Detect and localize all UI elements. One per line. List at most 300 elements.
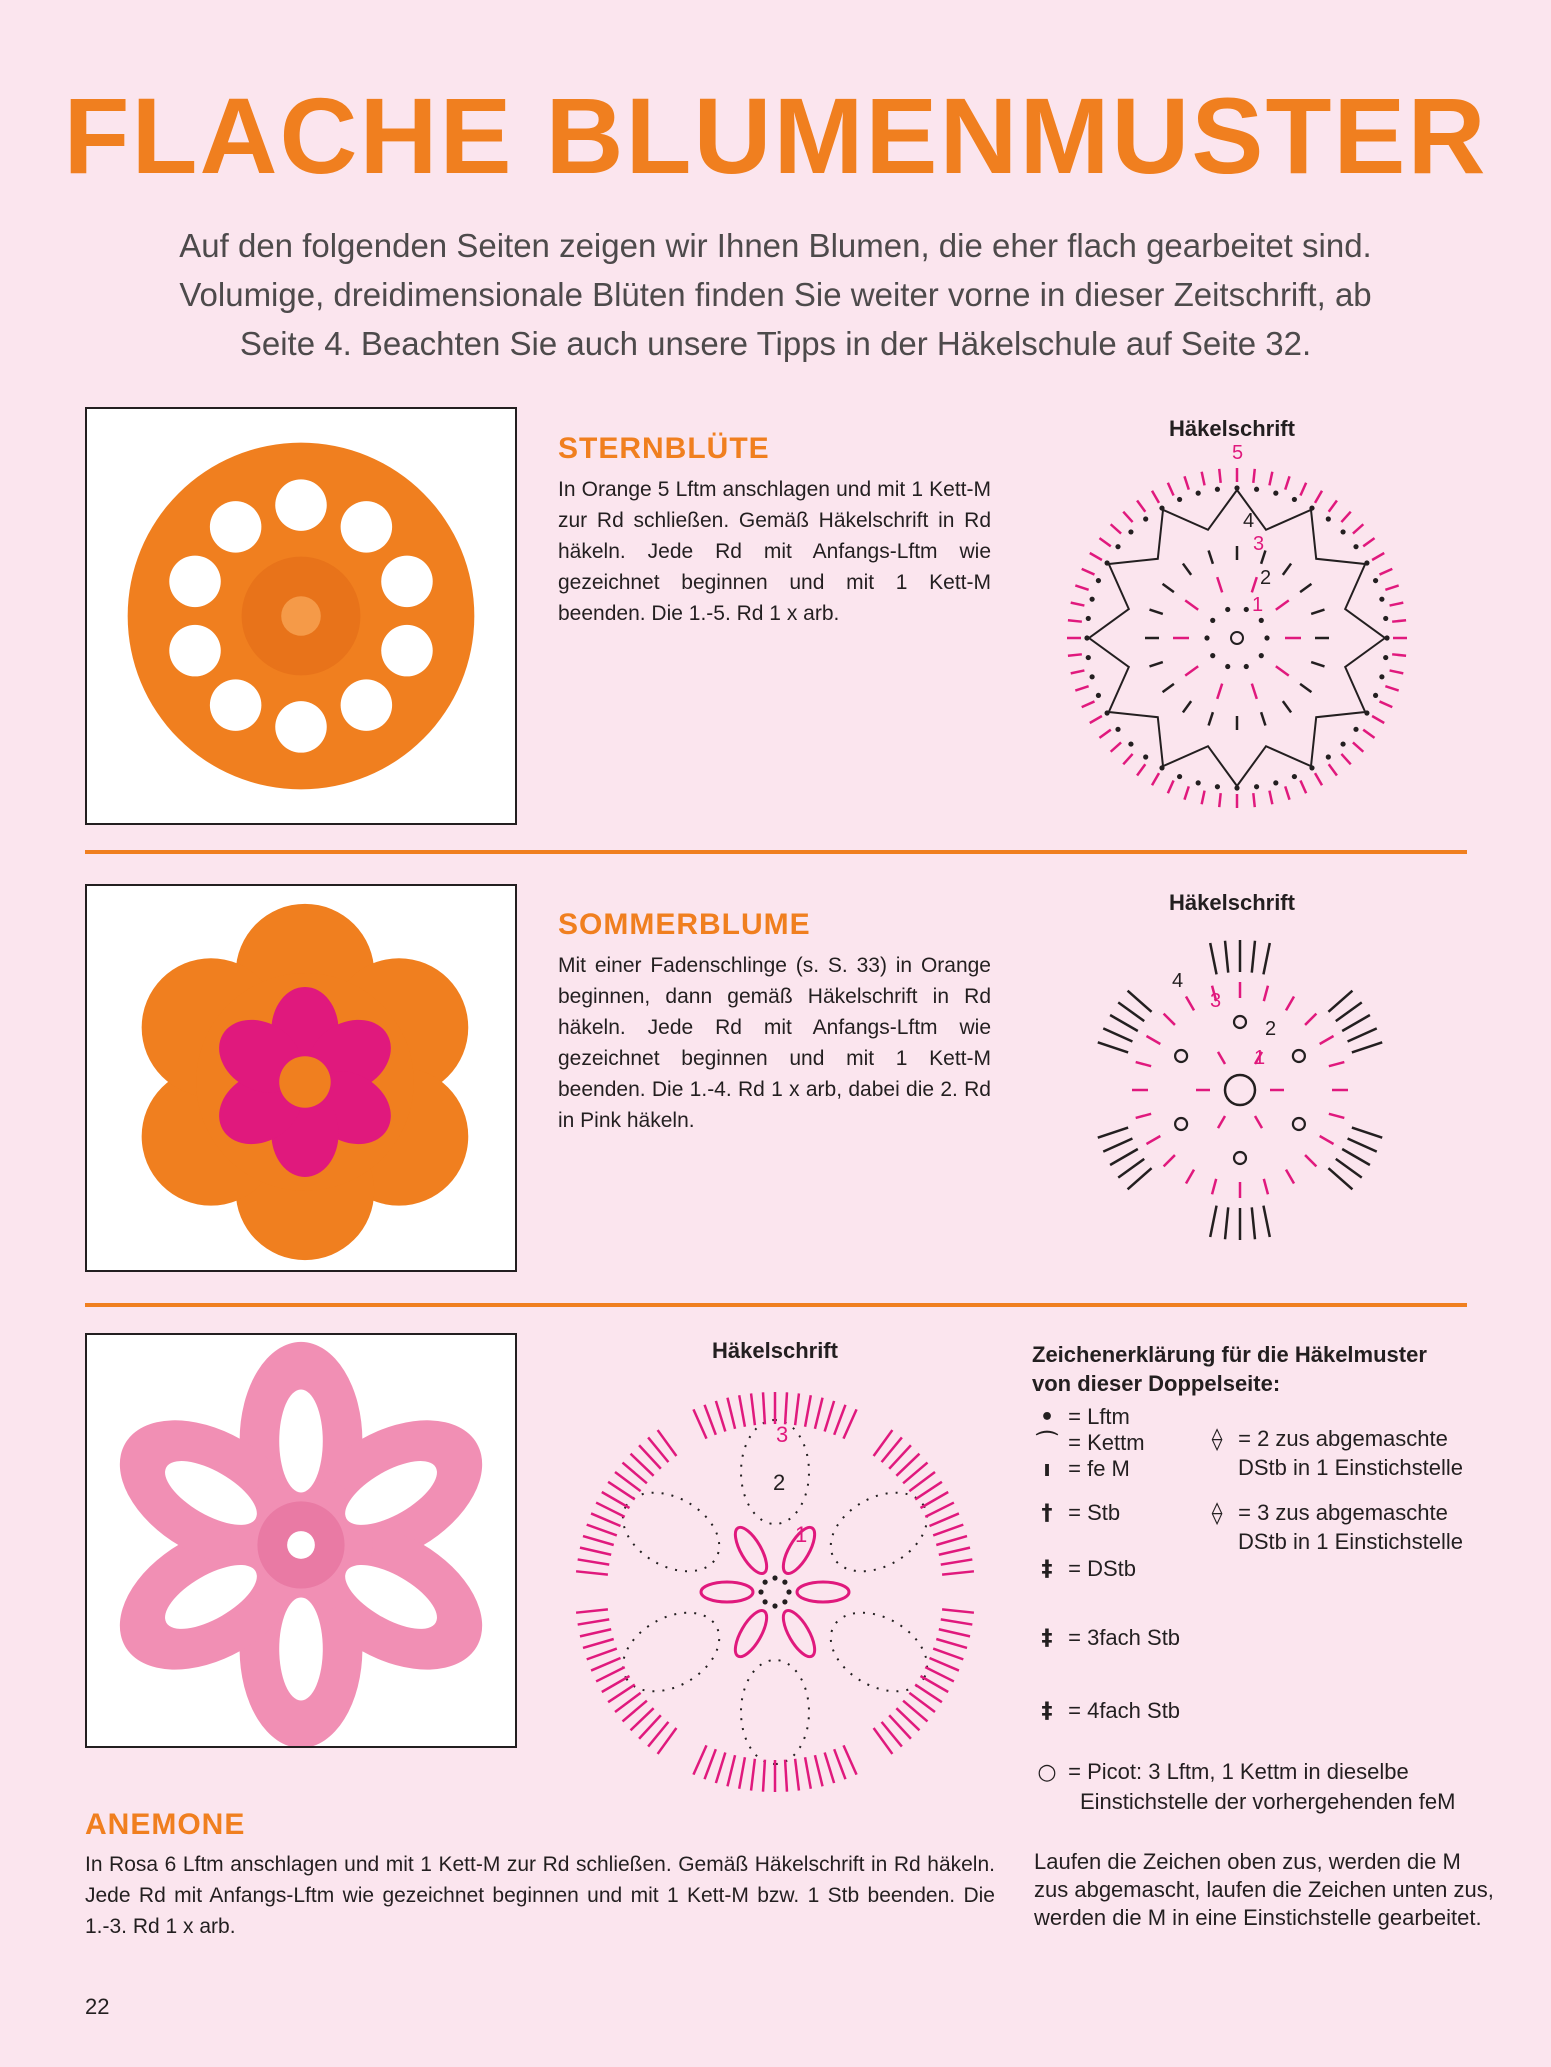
outer-fe-m-stitch [1219,469,1220,483]
outer-fe-m-stitch [1071,603,1085,606]
outer-chain-dot [1309,505,1314,510]
chain-dot [763,1599,768,1604]
fe-m-stitch [1329,1114,1344,1118]
stb-stitch [939,1548,970,1555]
sommerblume-photo [85,884,517,1272]
treble-crochet-icon: ‡ [1041,1557,1053,1582]
dstb-stitch [1103,1028,1132,1041]
outer-chain-dot [1143,754,1148,759]
dstb-stitch [1352,1128,1382,1138]
outer-chain-dot [1353,544,1358,549]
stb-stitch [1300,684,1311,692]
outer-fe-m-stitch [1253,469,1254,483]
outer-fe-m-stitch [1315,773,1322,785]
stb-stitch [727,1755,735,1786]
stb-stitch [933,1649,963,1660]
outer-fe-m-stitch [1341,512,1350,522]
stb-stitch [942,1571,974,1574]
outer-fe-m-stitch [1269,472,1272,486]
stb-stitch [834,1405,845,1435]
outer-fe-m-stitch [1390,603,1404,606]
outer-fe-m-stitch [1253,793,1254,807]
chain-dot [782,1580,787,1585]
dstb-stitch [1328,991,1352,1012]
cluster-stitch [729,1523,772,1578]
stb-stitch [936,1536,967,1545]
outer-chain-dot [1234,785,1239,790]
outer-fe-m-stitch [1137,764,1145,775]
fe-m-stitch [1329,1062,1344,1066]
legend-lftm: • = Lftm [1032,1404,1130,1431]
stb-stitch [576,1609,608,1612]
dstb-stitch [1098,1128,1128,1138]
outer-chain-dot [1104,560,1109,565]
stb-stitch [578,1619,610,1624]
legend-4fach-stb: ‡ = 4fach Stb [1032,1698,1180,1725]
cluster-stitch [729,1606,772,1661]
fe-m-stitch [1305,1155,1316,1166]
outer-chain-dot [1326,516,1331,521]
outer-chain-dot [1254,784,1259,789]
chain-dot [1210,653,1215,658]
outer-fe-m-stitch [1219,793,1220,807]
legend-kettm: ⌒ = Kettm [1032,1430,1145,1457]
stb-stitch [716,1401,725,1432]
outer-chain-dot [1383,655,1388,660]
legend-stb: † = Stb [1032,1500,1120,1527]
outer-fe-m-stitch [1363,538,1374,546]
single-crochet-icon: ı [1043,1457,1051,1482]
dstb-stitch [1210,943,1216,974]
stb-stitch [580,1548,611,1555]
dstb-stitch [1118,1159,1144,1178]
outer-chain-dot [1384,635,1389,640]
stb-stitch [763,1760,765,1792]
legend-note-3: werden die M in eine Einstichstelle gearbeitet. [1034,1905,1482,1930]
outer-fe-m-stitch [1075,686,1088,690]
outer-fe-m-stitch [1137,500,1145,511]
stb-stitch [587,1649,617,1660]
fe-m-stitch [1264,1179,1268,1194]
outer-chain-dot [1215,784,1220,789]
outer-chain-dot [1340,741,1345,746]
round-label-5: 5 [1232,442,1244,464]
dstb-stitch [1225,1207,1228,1239]
stb-stitch [596,1667,625,1681]
outer-fe-m-stitch [1269,791,1272,805]
chain-loop [609,1597,733,1708]
outer-fe-m-stitch [1123,512,1132,522]
fe-m-stitch [1286,996,1294,1010]
chain-dot [1225,607,1230,612]
stb-stitch [1283,564,1291,575]
dstb-stitch [1210,1206,1216,1237]
fe-m-stitch [1276,600,1289,609]
cluster-stitch [777,1606,820,1661]
picot-icon: ○ [1037,1760,1057,1785]
outer-chain-dot [1326,754,1331,759]
center-ring [1231,632,1243,644]
chain-dot [1244,664,1249,669]
outer-fe-m-stitch [1123,754,1132,764]
stb-stitch [941,1559,973,1564]
stb-stitch [580,1629,611,1636]
legend-cluster-3: ⟠ = 3 zus abgemaschte [1202,1500,1448,1527]
outer-fe-m-stitch [1111,742,1121,751]
outer-chain-dot [1143,516,1148,521]
page-title: FLACHE BLUMENMUSTER [63,75,1488,196]
fe-m-stitch [1276,666,1289,675]
outer-fe-m-stitch [1385,686,1398,690]
chain-dot [1244,607,1249,612]
outer-fe-m-stitch [1380,701,1393,707]
outer-chain-dot [1196,491,1201,496]
outer-fe-m-stitch [1300,483,1306,496]
round-label-2: 2 [1260,567,1272,589]
dstb-stitch [1110,1015,1138,1031]
fe-m-stitch [1136,1114,1151,1118]
outer-fe-m-stitch [1068,654,1082,655]
outer-chain-dot [1177,774,1182,779]
quadruple-treble-icon: ‡ [1041,1699,1053,1724]
chain-loop [817,1597,941,1708]
triple-treble-icon: ‡ [1041,1626,1053,1651]
outer-fe-m-stitch [1315,491,1322,503]
sternbluete-crochet-chart [1056,445,1418,827]
orange-star-flower-photo-icon [87,409,515,823]
legend-fem: ı = fe M [1032,1456,1130,1483]
outer-chain-dot [1196,780,1201,785]
stb-stitch [739,1757,745,1788]
stb-stitch [1150,610,1163,614]
outer-fe-m-stitch [1372,716,1384,723]
round-label-1: 1 [795,1522,808,1547]
outer-fe-m-stitch [1329,500,1337,511]
anemone-chart-title: Häkelschrift [712,1338,838,1363]
chain-dot [782,1599,787,1604]
picot [1293,1050,1305,1062]
stb-stitch [705,1405,716,1435]
stb-stitch [815,1755,823,1786]
legend-dstb: ‡ = DStb [1032,1556,1136,1583]
chain-loop [817,1477,941,1588]
outer-fe-m-stitch [1353,742,1363,751]
dstb-stitch [1352,1042,1382,1052]
stb-stitch [785,1392,787,1424]
dstb-stitch [1110,1149,1138,1165]
picot [1293,1118,1305,1130]
stb-stitch [815,1398,823,1429]
outer-fe-m-stitch [1392,654,1406,655]
stb-stitch [591,1658,620,1671]
dstb-stitch [1336,1159,1362,1178]
stb-stitch [1311,610,1324,614]
picot [1175,1118,1187,1130]
fe-m-stitch [1185,666,1198,675]
stb-stitch [1150,662,1163,666]
outer-fe-m-stitch [1300,781,1306,794]
outer-chain-dot [1373,578,1378,583]
stb-stitch [805,1395,811,1426]
stb-stitch [583,1536,614,1545]
stb-stitch [596,1503,625,1517]
stb-stitch [930,1658,959,1671]
fe-m-stitch [1164,1014,1175,1025]
fe-m-stitch [1320,1136,1334,1144]
round-label-2: 2 [773,1470,786,1495]
chain-dot [1259,653,1264,658]
fe-m-stitch [1264,986,1268,1001]
stb-stitch [844,1409,857,1438]
chain-dot [786,1589,791,1594]
chain-dot [758,1589,763,1594]
stb-stitch [693,1745,706,1774]
round-label-2: 2 [1265,1018,1277,1040]
fe-m-stitch [1320,1036,1334,1044]
dstb-stitch [1342,1015,1370,1031]
stb-stitch [825,1401,834,1432]
stb-stitch [941,1619,973,1624]
stb-stitch [705,1749,716,1779]
chain-dot [1264,635,1269,640]
outer-fe-m-stitch [1392,620,1406,621]
outer-chain-dot [1128,529,1133,534]
outer-chain-dot [1309,765,1314,770]
section-divider-1 [85,850,1467,854]
fe-m-stitch [1286,1170,1294,1184]
round-label-3: 3 [1253,533,1265,555]
page-number: 22 [85,1994,110,2019]
dstb-stitch [1118,1002,1144,1021]
outer-fe-m-stitch [1184,786,1188,799]
fe-m-stitch [1136,1062,1151,1066]
legend-cluster-3-line-2: DStb in 1 Einstichstelle [1238,1529,1463,1554]
orange-pink-summer-flower-photo-icon [87,886,515,1270]
outer-chain-dot [1273,491,1278,496]
outer-chain-dot [1234,485,1239,490]
chain-loop [741,1660,809,1764]
dstb-stitch [1128,991,1152,1012]
fe-m-stitch [1305,1014,1316,1025]
dstb-stitch [1328,1168,1352,1189]
slip-stitch-icon: ⌒ [1035,1431,1058,1456]
outer-fe-m-stitch [1341,754,1350,764]
round-label-1: 1 [1252,594,1264,616]
outer-chain-dot [1364,560,1369,565]
fe-m-stitch [1255,1116,1262,1128]
outer-fe-m-stitch [1329,764,1337,775]
outer-chain-dot [1353,727,1358,732]
outer-fe-m-stitch [1082,569,1095,575]
chain-dot [772,1575,777,1580]
fe-m-stitch [1252,684,1257,699]
dstb-stitch [1336,1002,1362,1021]
round-label-3: 3 [776,1422,789,1447]
outer-fe-m-stitch [1068,620,1082,621]
pink-anemone-photo-icon [87,1335,515,1746]
outer-fe-m-stitch [1168,781,1174,794]
stb-stitch [1209,551,1213,564]
legend-3fach-stb: ‡ = 3fach Stb [1032,1625,1180,1652]
outer-fe-m-stitch [1152,773,1159,785]
stb-stitch [591,1513,620,1526]
stb-stitch [939,1629,970,1636]
stb-stitch [693,1409,706,1438]
round-label-4: 4 [1243,510,1255,532]
outer-chain-dot [1215,487,1220,492]
outer-fe-m-stitch [1202,791,1205,805]
sommerblume-chart-title: Häkelschrift [1169,890,1295,915]
outer-chain-dot [1383,616,1388,621]
outer-chain-dot [1115,727,1120,732]
outer-fe-m-stitch [1363,730,1374,738]
fe-m-stitch [1212,1179,1216,1194]
fe-m-stitch [1252,577,1257,592]
cluster-stitch [797,1582,849,1602]
outer-chain-dot [1177,497,1182,502]
stb-stitch [587,1525,617,1536]
outer-fe-m-stitch [1385,585,1398,589]
anemone-photo [85,1333,517,1748]
chain-dot-icon: • [1039,1405,1055,1430]
outer-fe-m-stitch [1090,716,1102,723]
outer-chain-dot [1090,674,1095,679]
stb-stitch [1163,684,1174,692]
stb-stitch [1183,701,1191,712]
dstb-stitch [1263,943,1269,974]
stb-stitch [1163,584,1174,592]
fe-m-stitch [1217,577,1222,592]
outer-fe-m-stitch [1111,524,1121,533]
chain-dot [1204,635,1209,640]
sommerblume-title: SOMMERBLUME [558,908,811,941]
outer-chain-dot [1159,765,1164,770]
fe-m-stitch [1186,1170,1194,1184]
intro-line-3: Seite 4. Beachten Sie auch unsere Tipps in der Häkelschule auf Seite 32. [239,325,1312,362]
outer-chain-dot [1084,635,1089,640]
picot [1175,1050,1187,1062]
sternbluete-photo [85,407,517,825]
fe-m-stitch [1146,1136,1160,1144]
stb-stitch [1311,662,1324,666]
outer-chain-dot [1254,487,1259,492]
section-divider-2 [85,1303,1467,1307]
stb-stitch [795,1393,799,1425]
stb-stitch [1283,701,1291,712]
stb-stitch [925,1503,954,1517]
chain-dot [1225,664,1230,669]
fe-m-stitch [1146,1036,1160,1044]
outer-chain-dot [1090,597,1095,602]
stb-stitch [576,1571,608,1574]
sommerblume-text: Mit einer Fadenschlinge (s. S. 33) in Orange beginnen, dann gemäß Häkelschrift in Rd häkeln. Jede Rd mit Anfangs-Lftm wie gezeichnet beginnen und mit 1 Kett-M beenden. Die 1.-4. Rd 1 x arb, dabei die 2. Rd in Pink häkeln. [558,954,991,1132]
dstb-stitch [1103,1139,1132,1152]
stb-stitch [933,1525,963,1536]
legend-heading-2: von dieser Doppelseite: [1032,1371,1281,1396]
stb-stitch [751,1393,755,1425]
magic-ring [1225,1075,1255,1105]
sommerblume-crochet-chart [1080,925,1400,1255]
cluster-stitch [701,1582,753,1602]
anemone-text: In Rosa 6 Lftm anschlagen und mit 1 Kett-M zur Rd schließen. Gemäß Häkelschrift in Rd häkeln. Jede Rd mit Anfangs-Lftm wie gezeichnet beginnen und mit 1 Kett-M bzw. 1 Stb beenden. Die 1.-3. Rd 1 x arb. [85,1853,995,1938]
dstb-stitch [1348,1139,1377,1152]
legend-picot: ○ = Picot: 3 Lftm, 1 Kettm in dieselbe [1032,1759,1409,1786]
stb-stitch [942,1609,974,1612]
outer-fe-m-stitch [1390,670,1404,673]
fe-m-stitch [1164,1155,1175,1166]
outer-fe-m-stitch [1184,476,1188,489]
stb-stitch [844,1745,857,1774]
outer-fe-m-stitch [1285,786,1289,799]
stb-stitch [825,1752,834,1783]
chain-dot [1259,618,1264,623]
stb-stitch [834,1749,845,1779]
round-label-1: 1 [1254,1047,1266,1069]
anemone-crochet-chart [560,1380,990,1805]
stb-stitch [1183,564,1191,575]
stb-stitch [805,1757,811,1788]
stb-stitch [578,1559,610,1564]
outer-chain-dot [1115,544,1120,549]
outer-fe-m-stitch [1099,730,1110,738]
chain-dot [772,1603,777,1608]
three-dstb-cluster-icon: ⟠ [1211,1501,1223,1526]
outer-fe-m-stitch [1285,476,1289,489]
outer-chain-dot [1273,780,1278,785]
outer-chain-dot [1086,616,1091,621]
outer-fe-m-stitch [1099,538,1110,546]
stb-stitch [1261,712,1265,725]
dstb-stitch [1128,1168,1152,1189]
two-dstb-cluster-icon: ⟠ [1211,1427,1223,1452]
legend-cluster-2: ⟠ = 2 zus abgemaschte [1202,1426,1448,1453]
outer-fe-m-stitch [1372,553,1384,560]
outer-fe-m-stitch [1353,524,1363,533]
stb-stitch [1300,584,1311,592]
sternbluete-text: In Orange 5 Lftm anschlagen und mit 1 Kett-M zur Rd schließen. Gemäß Häkelschrift in Rd häkeln. Jede Rd mit Anfangs-Lftm wie gezeichnet beginnen und mit 1 Kett-M beenden. Die 1.-5. Rd 1 x arb. [558,478,991,625]
stb-stitch [936,1639,967,1648]
fe-m-stitch [1186,996,1194,1010]
outer-chain-dot [1364,710,1369,715]
outer-fe-m-stitch [1152,491,1159,503]
legend-picot-line-2: Einstichstelle der vorhergehenden feM [1080,1789,1456,1814]
fe-m-stitch [1185,600,1198,609]
stb-stitch [727,1398,735,1429]
outer-chain-dot [1104,710,1109,715]
outer-chain-dot [1292,497,1297,502]
dstb-stitch [1098,1042,1128,1052]
round-label-4: 4 [1172,970,1184,992]
outer-fe-m-stitch [1090,553,1102,560]
outer-fe-m-stitch [1202,472,1205,486]
picot [1234,1016,1246,1028]
anemone-title: ANEMONE [85,1808,246,1841]
stb-stitch [795,1759,799,1791]
outer-fe-m-stitch [1071,670,1085,673]
sternbluete-title: STERNBLÜTE [558,432,770,465]
dstb-stitch [1342,1149,1370,1165]
outer-chain-dot [1096,578,1101,583]
stb-stitch [763,1392,765,1424]
dstb-stitch [1252,1207,1255,1239]
chain-dot [1210,618,1215,623]
outer-chain-dot [1128,741,1133,746]
dstb-stitch [1252,941,1255,973]
stb-stitch [751,1759,755,1791]
stb-stitch [739,1395,745,1426]
outer-fe-m-stitch [1380,569,1393,575]
intro-line-1: Auf den folgenden Seiten zeigen wir Ihnen Blumen, die eher flach gearbeitet sind. [179,227,1372,264]
